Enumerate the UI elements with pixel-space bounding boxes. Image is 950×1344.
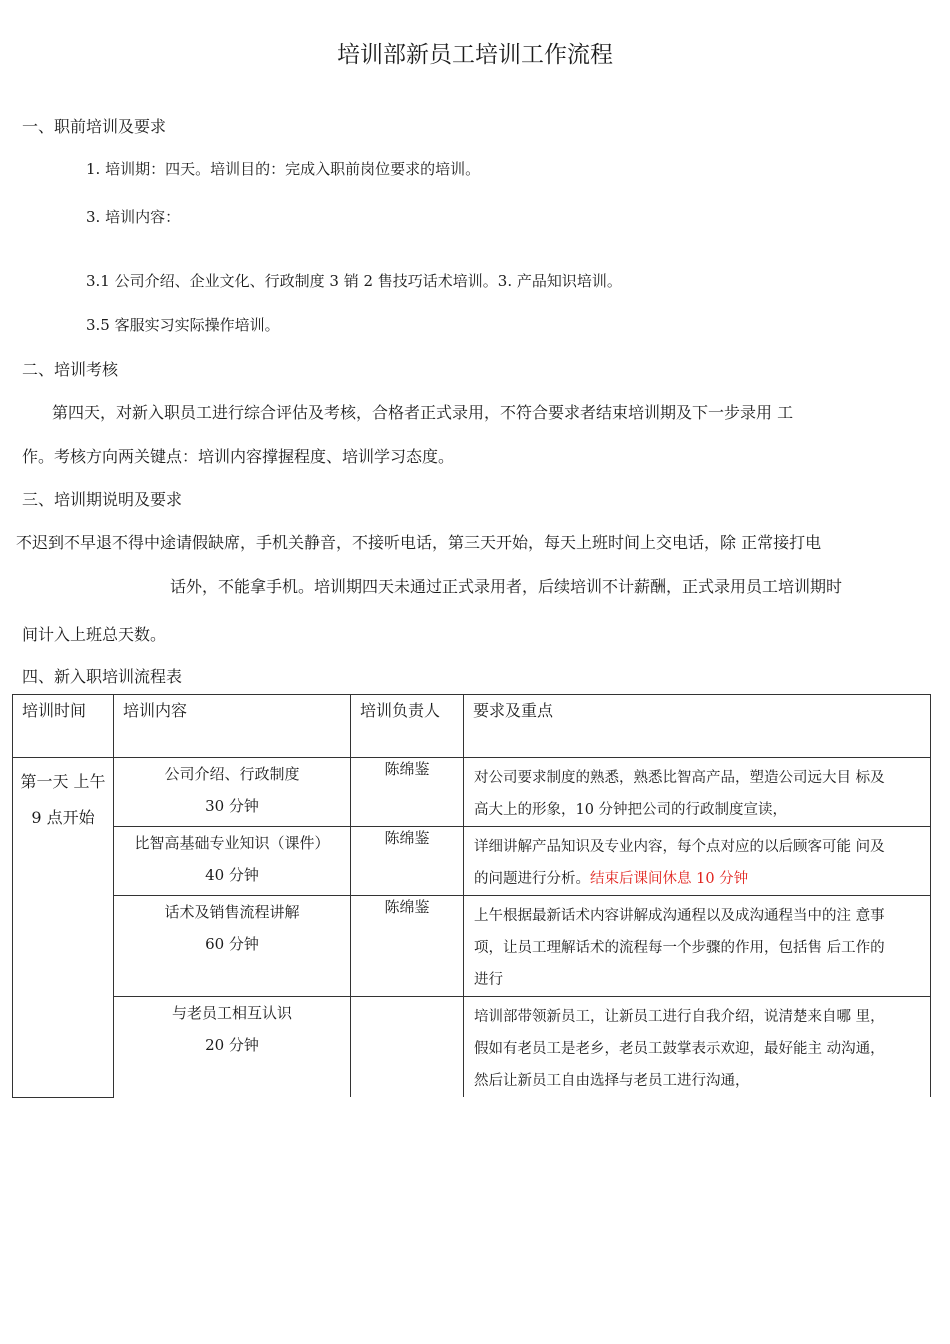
requirements-cell: 详细讲解产品知识及专业内容，每个点对应的以后顾客可能 问及 的问题进行分析。结束后课间休息 10 分钟	[464, 827, 931, 896]
responsible-cell: 陈绵鉴	[351, 827, 464, 896]
content-duration: 20 分钟	[205, 1036, 259, 1054]
content-duration: 40 分钟	[205, 866, 259, 884]
training-flow-table	[12, 694, 931, 1098]
requirements-cell: 培训部带领新员工，让新员工进行自我介绍，说清楚来自哪 里， 假如有老员工是老乡，老员工鼓掌表示欢迎，最好能主 动沟通， 然后让新员工自由选择与老员工进行沟通，	[464, 997, 931, 1098]
content-title: 与老员工相互认识	[171, 1004, 292, 1022]
header-responsible: 培训负责人	[351, 695, 464, 758]
section3-line3: 间计入上班总天数。	[22, 625, 167, 644]
table-row	[13, 997, 931, 1098]
header-requirements: 要求及重点	[464, 695, 931, 758]
content-title: 比智高基础专业知识（课件）	[134, 834, 330, 852]
content-cell	[114, 896, 351, 997]
break-note: 结束后课间休息 10 分钟	[590, 871, 749, 887]
content-cell	[114, 997, 351, 1098]
section1-item1: 1. 培训期：四天。培训目的：完成入职前岗位要求的培训。	[86, 160, 481, 178]
section1-heading: 一、职前培训及要求	[22, 117, 167, 136]
responsible-cell: 陈绵鉴	[351, 896, 464, 997]
content-cell	[114, 827, 351, 896]
responsible-cell: 陈绵鉴	[351, 758, 464, 827]
page-title: 培训部新员工培训工作流程	[337, 42, 613, 68]
header-content: 培训内容	[114, 695, 351, 758]
time-cell	[13, 758, 114, 1098]
requirements-cell: 对公司要求制度的熟悉，熟悉比智高产品，塑造公司远大目 标及 高大上的形象，10 分钟把公司的行政制度宣读，	[464, 758, 931, 827]
section3-line2: 话外，不能拿手机。培训期四天未通过正式录用者，后续培训不计薪酬，正式录用员工培训期时	[170, 577, 843, 596]
content-title: 公司介绍、行政制度	[164, 765, 300, 783]
table-row	[13, 827, 931, 896]
requirements-cell: 上午根据最新话术内容讲解成沟通程以及成沟通程当中的注 意事 项，让员工理解话术的流程每一个步骤的作用，包括售 后工作的 进行	[464, 896, 931, 997]
section4-heading: 四、新入职培训流程表	[22, 667, 183, 686]
time-line2: 9 点开始	[31, 808, 95, 827]
section2-line1: 第四天，对新入职员工进行综合评估及考核，合格者正式录用，不符合要求者结束培训期及下一步录用 工	[52, 403, 794, 422]
content-title: 话术及销售流程讲解	[164, 903, 300, 921]
table-header-row	[13, 695, 931, 758]
responsible-cell	[351, 997, 464, 1098]
content-duration: 60 分钟	[205, 935, 259, 953]
section3-heading: 三、培训期说明及要求	[22, 490, 183, 509]
section3-line1: 不迟到不早退不得中途请假缺席，手机关静音，不接听电话，第三天开始，每天上班时间上交电话，除 正常接打电	[16, 533, 822, 552]
section1-item35: 3.5 客服实习实际操作培训。	[86, 316, 280, 334]
table-row	[13, 758, 931, 827]
content-duration: 30 分钟	[205, 797, 259, 815]
table-row	[13, 896, 931, 997]
section2-heading: 二、培训考核	[22, 360, 119, 379]
section2-line2: 作。考核方向两关键点：培训内容撑握程度、培训学习态度。	[22, 447, 455, 466]
section1-item3: 3. 培训内容：	[86, 208, 181, 226]
content-cell	[114, 758, 351, 827]
header-time: 培训时间	[13, 695, 114, 758]
time-line1: 第一天 上午	[20, 772, 106, 791]
section1-item31: 3.1 公司介绍、企业文化、行政制度 3 销 2 售技巧话术培训。3. 产品知识培训。	[86, 272, 622, 290]
